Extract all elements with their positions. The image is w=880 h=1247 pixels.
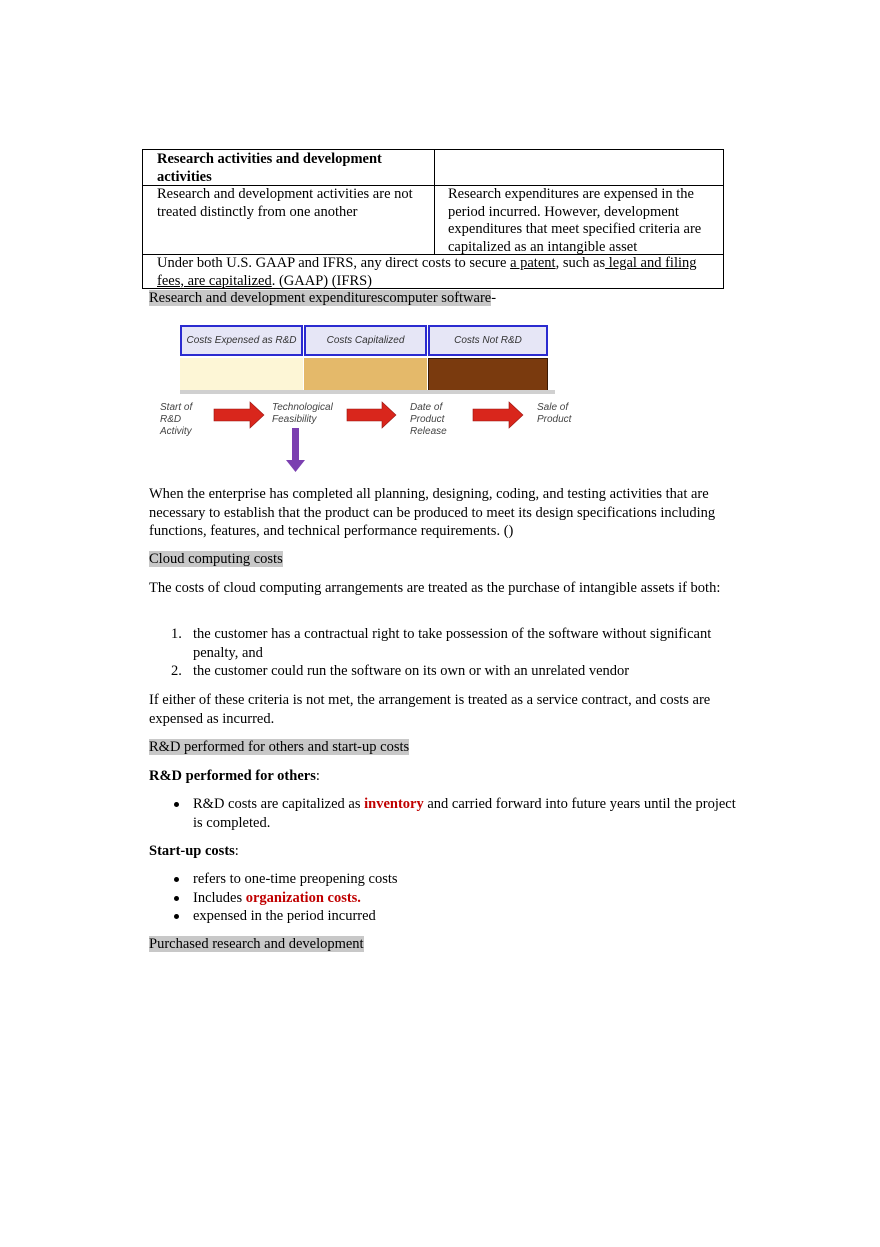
organization-costs-highlight: organization costs. [245,889,361,906]
stage-start: Start of R&D Activity [160,402,193,437]
subheading-colon: : [315,768,320,784]
table-divider-vertical [434,150,435,254]
diagram-arrows [160,322,580,474]
header-costs-expensed: Costs Expensed as R&D [180,325,303,356]
bullet-text: expensed in the period incurred [193,908,376,924]
list-marker: 1. [171,626,182,642]
software-capitalization-paragraph: When the enterprise has completed all planning, designing, coding, and testing activities that are necessary to establish that the product can be produced to meet its design specifications including functions, features, and technical performance requirements. () [149,486,716,539]
subheading-colon: : [234,843,239,859]
table-cell-left: Research and development activities are not treated distinctly from one another [157,186,413,220]
heading-cloud-computing-text: Cloud computing costs [149,551,283,567]
heading-purchased-rd [149,935,364,954]
list-item-text: the customer could run the software on its own or with an unrelated vendor [193,663,630,679]
subheading-startup-label: Start-up costs [149,843,235,859]
subheading-startup [149,842,239,861]
subheading-rd-others-label: R&D performed for others [149,768,316,784]
table-header-left: Research activities and development activities [157,151,382,185]
list-item [149,870,739,889]
inventory-highlight: inventory [364,796,424,812]
down-arrow-icon [286,428,305,472]
cloud-criteria-list [149,625,739,681]
heading-rd-others-text: R&D performed for others and start-up costs [149,739,410,755]
criteria-not-met-paragraph: If either of these criteria is not met, the arrangement is treated as a service contract, and costs are expensed as incurred. [149,692,711,727]
bullet-icon [174,877,179,882]
stage-feasibility: Technological Feasibility [272,402,333,425]
bullet-icon [174,896,179,901]
list-item-text: the customer has a contractual right to take possession of the software without significant penalty, and [193,626,712,661]
patent-underline: a patent [510,255,556,271]
right-arrow-icon [347,402,396,428]
bullet-text-after: and carried forward into future years until the project is completed. [193,796,736,831]
fees-underline: legal and filing fees, are capitalized [157,255,697,289]
startup-bullets [149,870,739,926]
subheading-rd-others [149,767,320,786]
bullet-text: Includes [193,889,246,906]
header-costs-capitalized: Costs Capitalized [304,325,427,356]
table-row-text-3: . (GAAP) (IFRS) [271,272,373,289]
header-costs-not-rd: Costs Not R&D [428,325,548,356]
stage-release: Date of Product Release [410,402,447,437]
heading-rd-software [149,289,496,308]
heading-cloud-computing [149,550,283,569]
list-item [149,625,739,662]
bullet-text-before: R&D costs are capitalized as [193,796,365,812]
bullet-icon [174,914,179,919]
table-row-text-2: , such as [555,255,606,271]
table-row-text-1: Under both U.S. GAAP and IFRS, any direct costs to secure [157,255,511,271]
bullet-text: refers to one-time preopening costs [193,871,398,887]
bullet-icon [174,802,179,807]
rd-others-bullets [149,795,739,832]
list-item [149,795,739,832]
heading-rd-others [149,738,409,757]
list-item [149,907,739,926]
table-cell-right: Research expenditures are expensed in the period incurred. However, development expenditures that meet specified criteria are capitalized as an intangible asset [448,186,702,255]
stage-sale: Sale of Product [537,402,572,425]
heading-rd-software-text: Research and development expenditurescomputer software [149,290,492,306]
heading-rd-software-suffix: - [491,290,497,306]
software-cost-diagram [160,322,580,474]
comparison-table [142,149,724,289]
right-arrow-icon [473,402,523,428]
list-item [149,889,739,908]
table-row-both [157,255,722,290]
list-marker: 2. [171,663,182,679]
right-arrow-icon [214,402,264,428]
cloud-paragraph: The costs of cloud computing arrangements are treated as the purchase of intangible assets if both: [149,580,721,596]
heading-purchased-rd-text: Purchased research and development [149,936,364,952]
list-item [149,662,739,681]
